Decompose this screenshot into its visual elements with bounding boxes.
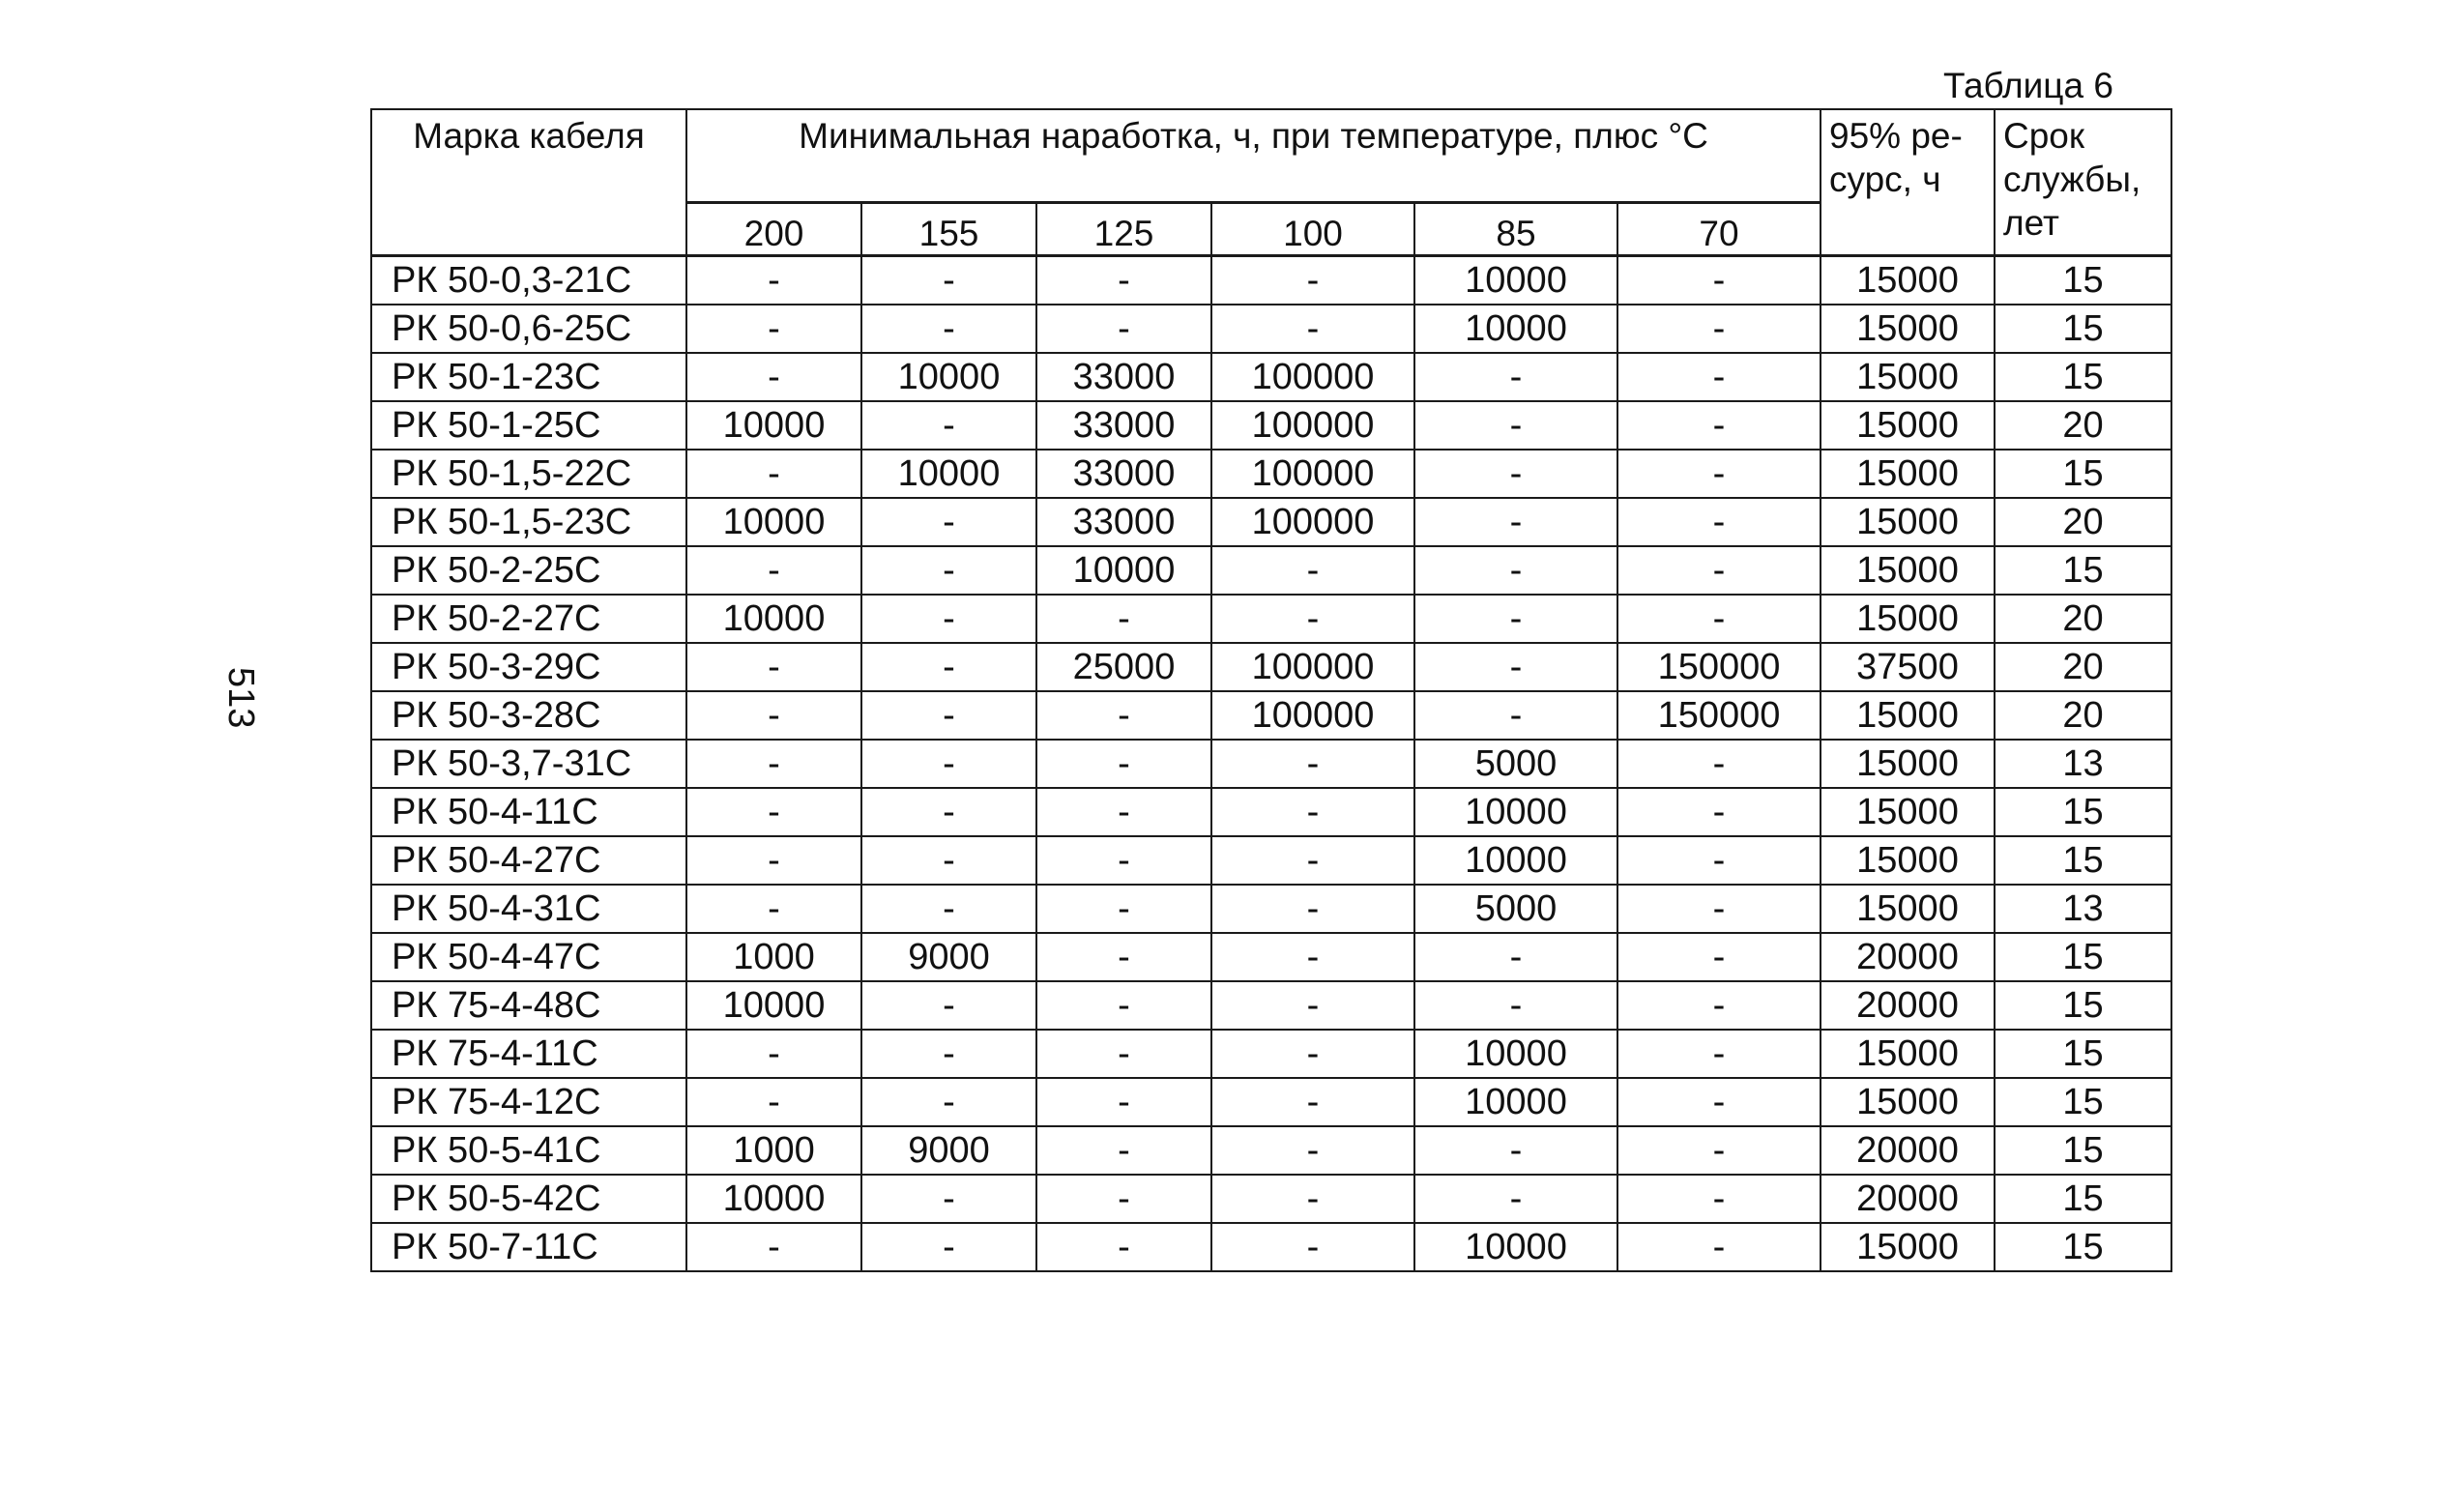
temp-200-cell: -	[686, 450, 861, 498]
temp-70-cell: -	[1617, 1223, 1821, 1271]
header-resource: 95% ре-сурс, ч	[1821, 109, 1995, 256]
temp-100-cell: -	[1211, 1126, 1414, 1175]
temp-85-cell: -	[1414, 450, 1617, 498]
table-row	[371, 498, 2171, 546]
temp-100-cell: 100000	[1211, 353, 1414, 401]
resource-cell: 15000	[1821, 305, 1995, 353]
service-life-cell: 20	[1995, 401, 2171, 450]
header-service-life: Срок службы, лет	[1995, 109, 2171, 256]
temp-85-cell: 5000	[1414, 885, 1617, 933]
temp-200-cell: -	[686, 256, 861, 305]
temp-70-cell: -	[1617, 498, 1821, 546]
service-life-cell: 15	[1995, 1223, 2171, 1271]
table-caption: Таблица 6	[1943, 66, 2113, 105]
service-life-cell: 15	[1995, 256, 2171, 305]
temp-155-cell: -	[861, 788, 1036, 836]
temp-125-cell: -	[1036, 740, 1211, 788]
header-temp-125: 125	[1036, 203, 1211, 256]
header-cable-brand: Марка кабеля	[371, 109, 686, 256]
temp-125-cell: 33000	[1036, 353, 1211, 401]
table-row	[371, 256, 2171, 305]
cable-brand-cell: РК 50-5-41С	[371, 1126, 686, 1175]
service-life-cell: 15	[1995, 353, 2171, 401]
temp-85-cell: -	[1414, 546, 1617, 595]
service-life-cell: 20	[1995, 643, 2171, 691]
cable-brand-cell: РК 50-5-42С	[371, 1175, 686, 1223]
cable-brand-cell: РК 50-2-27С	[371, 595, 686, 643]
service-life-cell: 15	[1995, 546, 2171, 595]
temp-85-cell: -	[1414, 1175, 1617, 1223]
page-number: 513	[220, 667, 261, 729]
cable-table	[370, 108, 2172, 1272]
table-row	[371, 1175, 2171, 1223]
temp-70-cell: -	[1617, 401, 1821, 450]
cable-brand-cell: РК 75-4-12С	[371, 1078, 686, 1126]
temp-85-cell: 10000	[1414, 836, 1617, 885]
temp-200-cell: -	[686, 643, 861, 691]
temp-70-cell: -	[1617, 1030, 1821, 1078]
temp-155-cell: -	[861, 1175, 1036, 1223]
table-row	[371, 1078, 2171, 1126]
cable-brand-cell: РК 50-4-11С	[371, 788, 686, 836]
temp-100-cell: -	[1211, 1175, 1414, 1223]
temp-100-cell: 100000	[1211, 401, 1414, 450]
temp-125-cell: -	[1036, 256, 1211, 305]
resource-cell: 15000	[1821, 1223, 1995, 1271]
temp-200-cell: -	[686, 353, 861, 401]
temp-155-cell: -	[861, 498, 1036, 546]
temp-70-cell: -	[1617, 933, 1821, 981]
table-row	[371, 1223, 2171, 1271]
temp-125-cell: -	[1036, 1223, 1211, 1271]
temp-200-cell: -	[686, 1223, 861, 1271]
table-row	[371, 401, 2171, 450]
resource-cell: 15000	[1821, 498, 1995, 546]
resource-cell: 15000	[1821, 450, 1995, 498]
resource-cell: 15000	[1821, 401, 1995, 450]
resource-cell: 15000	[1821, 691, 1995, 740]
temp-70-cell: -	[1617, 836, 1821, 885]
temp-125-cell: -	[1036, 1126, 1211, 1175]
temp-85-cell: 10000	[1414, 1223, 1617, 1271]
service-life-cell: 15	[1995, 981, 2171, 1030]
resource-cell: 20000	[1821, 933, 1995, 981]
temp-155-cell: -	[861, 885, 1036, 933]
cable-brand-cell: РК 75-4-48С	[371, 981, 686, 1030]
temp-70-cell: -	[1617, 981, 1821, 1030]
header-temp-200: 200	[686, 203, 861, 256]
temp-155-cell: -	[861, 1078, 1036, 1126]
resource-cell: 15000	[1821, 353, 1995, 401]
temp-85-cell: -	[1414, 353, 1617, 401]
cable-brand-cell: РК 50-1,5-22С	[371, 450, 686, 498]
temp-125-cell: -	[1036, 885, 1211, 933]
temp-100-cell: 100000	[1211, 498, 1414, 546]
temp-85-cell: -	[1414, 933, 1617, 981]
table-row	[371, 546, 2171, 595]
temp-85-cell: 10000	[1414, 256, 1617, 305]
temp-125-cell: 10000	[1036, 546, 1211, 595]
temp-100-cell: -	[1211, 546, 1414, 595]
temp-200-cell: -	[686, 1030, 861, 1078]
table-row	[371, 595, 2171, 643]
temp-100-cell: -	[1211, 1030, 1414, 1078]
temp-100-cell: -	[1211, 981, 1414, 1030]
service-life-cell: 13	[1995, 885, 2171, 933]
cable-brand-cell: РК 50-4-47С	[371, 933, 686, 981]
temp-200-cell: -	[686, 788, 861, 836]
temp-155-cell: 10000	[861, 450, 1036, 498]
cable-brand-cell: РК 50-1-25С	[371, 401, 686, 450]
temp-155-cell: -	[861, 691, 1036, 740]
temp-70-cell: -	[1617, 546, 1821, 595]
temp-70-cell: -	[1617, 1126, 1821, 1175]
temp-100-cell: 100000	[1211, 643, 1414, 691]
temp-70-cell: -	[1617, 450, 1821, 498]
table-row	[371, 305, 2171, 353]
service-life-cell: 15	[1995, 1175, 2171, 1223]
resource-cell: 15000	[1821, 546, 1995, 595]
temp-100-cell: -	[1211, 740, 1414, 788]
temp-155-cell: 9000	[861, 1126, 1036, 1175]
temp-85-cell: -	[1414, 643, 1617, 691]
table-row	[371, 885, 2171, 933]
table-row	[371, 1030, 2171, 1078]
service-life-cell: 15	[1995, 305, 2171, 353]
temp-85-cell: -	[1414, 401, 1617, 450]
service-life-cell: 13	[1995, 740, 2171, 788]
cable-brand-cell: РК 50-4-27С	[371, 836, 686, 885]
temp-85-cell: -	[1414, 1126, 1617, 1175]
temp-100-cell: -	[1211, 885, 1414, 933]
temp-100-cell: -	[1211, 836, 1414, 885]
table-row	[371, 981, 2171, 1030]
header-min-operating-time: Минимальная наработка, ч, при температуре, плюс °С	[686, 109, 1821, 203]
temp-200-cell: -	[686, 740, 861, 788]
temp-125-cell: -	[1036, 1030, 1211, 1078]
temp-155-cell: -	[861, 1030, 1036, 1078]
temp-155-cell: -	[861, 836, 1036, 885]
temp-70-cell: -	[1617, 305, 1821, 353]
temp-155-cell: -	[861, 401, 1036, 450]
table-row	[371, 933, 2171, 981]
temp-155-cell: -	[861, 981, 1036, 1030]
temp-155-cell: -	[861, 1223, 1036, 1271]
cable-brand-cell: РК 50-7-11С	[371, 1223, 686, 1271]
temp-100-cell: -	[1211, 933, 1414, 981]
resource-cell: 15000	[1821, 595, 1995, 643]
temp-200-cell: -	[686, 836, 861, 885]
temp-125-cell: -	[1036, 981, 1211, 1030]
cable-brand-cell: РК 50-2-25С	[371, 546, 686, 595]
temp-155-cell: -	[861, 643, 1036, 691]
temp-155-cell: 10000	[861, 353, 1036, 401]
temp-200-cell: -	[686, 546, 861, 595]
temp-125-cell: 33000	[1036, 450, 1211, 498]
temp-200-cell: -	[686, 691, 861, 740]
resource-cell: 15000	[1821, 885, 1995, 933]
header-temp-100: 100	[1211, 203, 1414, 256]
temp-100-cell: 100000	[1211, 450, 1414, 498]
resource-cell: 15000	[1821, 1030, 1995, 1078]
temp-100-cell: -	[1211, 1223, 1414, 1271]
temp-155-cell: -	[861, 546, 1036, 595]
service-life-cell: 20	[1995, 595, 2171, 643]
temp-85-cell: 10000	[1414, 788, 1617, 836]
resource-cell: 15000	[1821, 740, 1995, 788]
temp-70-cell: -	[1617, 353, 1821, 401]
temp-70-cell: -	[1617, 740, 1821, 788]
temp-125-cell: -	[1036, 788, 1211, 836]
temp-155-cell: -	[861, 595, 1036, 643]
temp-100-cell: -	[1211, 595, 1414, 643]
cable-brand-cell: РК 50-3-28С	[371, 691, 686, 740]
temp-125-cell: -	[1036, 305, 1211, 353]
temp-125-cell: -	[1036, 933, 1211, 981]
temp-200-cell: -	[686, 885, 861, 933]
table-row	[371, 691, 2171, 740]
temp-85-cell: -	[1414, 981, 1617, 1030]
temp-70-cell: 150000	[1617, 643, 1821, 691]
temp-125-cell: -	[1036, 836, 1211, 885]
table-row	[371, 788, 2171, 836]
temp-70-cell: -	[1617, 1078, 1821, 1126]
temp-70-cell: -	[1617, 885, 1821, 933]
table-row	[371, 353, 2171, 401]
temp-70-cell: -	[1617, 788, 1821, 836]
temp-85-cell: 10000	[1414, 1030, 1617, 1078]
temp-155-cell: -	[861, 256, 1036, 305]
header-temp-85: 85	[1414, 203, 1617, 256]
temp-200-cell: 10000	[686, 1175, 861, 1223]
cable-brand-cell: РК 50-3-29С	[371, 643, 686, 691]
resource-cell: 15000	[1821, 256, 1995, 305]
cable-brand-cell: РК 50-1,5-23С	[371, 498, 686, 546]
temp-155-cell: -	[861, 740, 1036, 788]
service-life-cell: 15	[1995, 933, 2171, 981]
temp-125-cell: -	[1036, 1175, 1211, 1223]
temp-200-cell: -	[686, 1078, 861, 1126]
resource-cell: 37500	[1821, 643, 1995, 691]
temp-125-cell: -	[1036, 595, 1211, 643]
temp-70-cell: -	[1617, 595, 1821, 643]
temp-125-cell: 33000	[1036, 498, 1211, 546]
service-life-cell: 15	[1995, 1126, 2171, 1175]
header-row-top	[371, 109, 2171, 203]
service-life-cell: 20	[1995, 691, 2171, 740]
temp-85-cell: 5000	[1414, 740, 1617, 788]
cable-brand-cell: РК 50-4-31С	[371, 885, 686, 933]
temp-125-cell: -	[1036, 1078, 1211, 1126]
temp-125-cell: 25000	[1036, 643, 1211, 691]
temp-100-cell: 100000	[1211, 691, 1414, 740]
temp-70-cell: 150000	[1617, 691, 1821, 740]
temp-85-cell: 10000	[1414, 1078, 1617, 1126]
temp-200-cell: 10000	[686, 498, 861, 546]
temp-200-cell: 1000	[686, 933, 861, 981]
temp-200-cell: 1000	[686, 1126, 861, 1175]
service-life-cell: 15	[1995, 836, 2171, 885]
resource-cell: 20000	[1821, 1175, 1995, 1223]
temp-125-cell: 33000	[1036, 401, 1211, 450]
table-row	[371, 836, 2171, 885]
service-life-cell: 20	[1995, 498, 2171, 546]
temp-155-cell: 9000	[861, 933, 1036, 981]
cable-brand-cell: РК 50-1-23С	[371, 353, 686, 401]
cable-brand-cell: РК 50-0,6-25С	[371, 305, 686, 353]
resource-cell: 20000	[1821, 1126, 1995, 1175]
cable-brand-cell: РК 50-0,3-21С	[371, 256, 686, 305]
temp-70-cell: -	[1617, 1175, 1821, 1223]
header-temp-70: 70	[1617, 203, 1821, 256]
resource-cell: 15000	[1821, 1078, 1995, 1126]
service-life-cell: 15	[1995, 788, 2171, 836]
temp-100-cell: -	[1211, 1078, 1414, 1126]
temp-100-cell: -	[1211, 788, 1414, 836]
cable-brand-cell: РК 50-3,7-31С	[371, 740, 686, 788]
cable-brand-cell: РК 75-4-11С	[371, 1030, 686, 1078]
temp-85-cell: -	[1414, 691, 1617, 740]
temp-85-cell: -	[1414, 595, 1617, 643]
resource-cell: 15000	[1821, 836, 1995, 885]
resource-cell: 15000	[1821, 788, 1995, 836]
temp-70-cell: -	[1617, 256, 1821, 305]
service-life-cell: 15	[1995, 1030, 2171, 1078]
temp-200-cell: -	[686, 305, 861, 353]
header-temp-155: 155	[861, 203, 1036, 256]
temp-85-cell: -	[1414, 498, 1617, 546]
temp-200-cell: 10000	[686, 981, 861, 1030]
temp-155-cell: -	[861, 305, 1036, 353]
temp-200-cell: 10000	[686, 595, 861, 643]
service-life-cell: 15	[1995, 450, 2171, 498]
table-row	[371, 1126, 2171, 1175]
temp-125-cell: -	[1036, 691, 1211, 740]
table-row	[371, 643, 2171, 691]
temp-200-cell: 10000	[686, 401, 861, 450]
temp-100-cell: -	[1211, 256, 1414, 305]
resource-cell: 20000	[1821, 981, 1995, 1030]
temp-100-cell: -	[1211, 305, 1414, 353]
table-row	[371, 740, 2171, 788]
temp-85-cell: 10000	[1414, 305, 1617, 353]
table-row	[371, 450, 2171, 498]
service-life-cell: 15	[1995, 1078, 2171, 1126]
table-body	[371, 256, 2171, 1272]
